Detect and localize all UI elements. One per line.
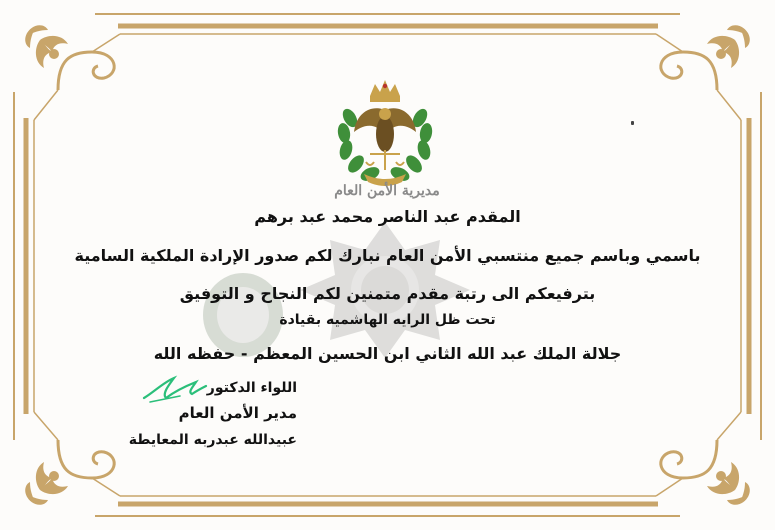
congratulation-line: باسمي وباسم جميع منتسبي الأمن العام نبارك لكم صدور الإرادة الملكية السامية [74,246,701,265]
green-signature-icon [140,372,210,406]
department-name: مديرية الأمن العام [334,183,440,199]
signatory-rank: اللواء الدكتور [206,380,297,396]
king-line: جلالة الملك عبد الله الثاني ابن الحسين المعظم - حفظه الله [153,344,622,363]
signatory-name: عبيدالله عبدربه المعايطة [128,432,297,448]
promotion-line: بترفيعكم الى رتبة مقدم متمنين لكم النجاح و التوفيق [179,284,596,303]
banner-line: تحت ظل الرايه الهاشميه بقيادة [279,312,496,328]
crown-eagle-emblem-icon [330,78,440,198]
signatory-position: مدير الأمن العام [178,404,297,422]
stray-mark [631,121,634,125]
recipient-name: المقدم عبد الناصر محمد عبد برهم [254,207,521,226]
